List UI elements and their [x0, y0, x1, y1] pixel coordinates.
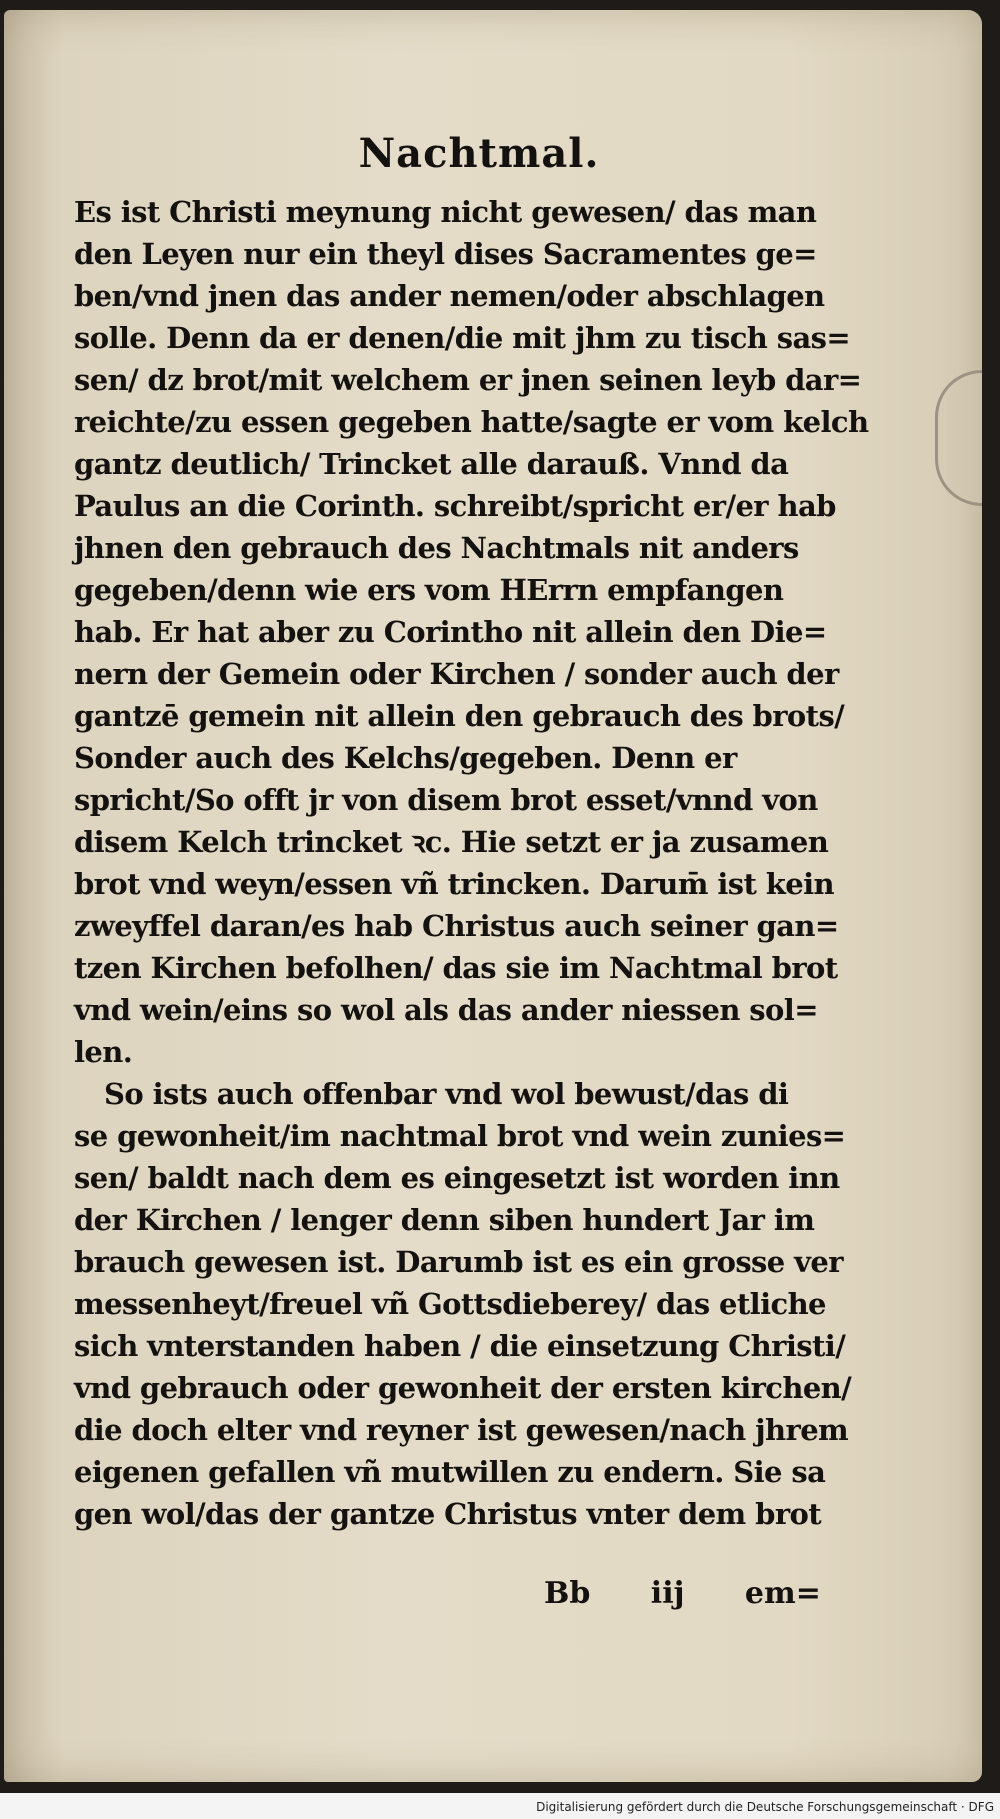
text-line: nern der Gemein oder Kirchen / sonder auch der [74, 657, 839, 691]
footer-bar [0, 1793, 1000, 1819]
text-line: die doch elter vnd reyner ist gewesen/nach jhrem [74, 1413, 849, 1447]
text-line: messenheyt/freuel vñ Gottsdieberey/ das etliche [74, 1287, 826, 1321]
book-page [4, 10, 982, 1782]
text-block [74, 130, 869, 1535]
text-line: Sonder auch des Kelchs/gegeben. Denn er [74, 741, 737, 775]
text-line: jhnen den gebrauch des Nachtmals nit anders [74, 531, 799, 565]
page-title: Nachtmal. [358, 130, 600, 177]
text-line: sen/ dz brot/mit welchem er jnen seinen leyb dar= [74, 363, 862, 397]
text-line: gantz deutlich/ Trincket alle darauß. Vnnd da [74, 447, 789, 481]
text-line: vnd gebrauch oder gewonheit der ersten kirchen/ [74, 1371, 852, 1405]
text-line: sen/ baldt nach dem es eingesetzt ist worden inn [74, 1161, 840, 1195]
catchword: em= [744, 1576, 821, 1611]
text-line: hab. Er hat aber zu Corintho nit allein den Die= [74, 615, 827, 649]
text-line: sich vnterstanden haben / die einsetzung Christi/ [74, 1329, 846, 1363]
folio-number: iij [650, 1576, 685, 1611]
text-line: eigenen gefallen vñ mutwillen zu endern. Sie sa [74, 1455, 826, 1489]
text-line: gegeben/denn wie ers vom HErrn empfangen [74, 573, 784, 607]
signature-mark: Bb [544, 1576, 591, 1611]
text-line: der Kirchen / lenger denn siben hundert Jar im [74, 1203, 815, 1237]
text-line: vnd wein/eins so wol als das ander niessen sol= [74, 993, 818, 1027]
text-line: brot vnd weyn/essen vñ trincken. Darum̄ ist kein [74, 867, 835, 901]
text-line: Paulus an die Corinth. schreibt/spricht er/er hab [74, 489, 836, 523]
text-line: gantzē gemein nit allein den gebrauch des brots/ [74, 699, 845, 733]
text-line: ben/vnd jnen das ander nemen/oder abschlagen [74, 279, 825, 313]
text-line: So ists auch offenbar vnd wol bewust/das di [104, 1077, 789, 1111]
catchwords-line [544, 1576, 871, 1611]
text-line: reichte/zu essen gegeben hatte/sagte er vom kelch [74, 405, 869, 439]
paragraph-1 [74, 191, 869, 1073]
text-line: gen wol/das der gantze Christus vnter dem brot [74, 1497, 822, 1531]
text-line: solle. Denn da er denen/die mit jhm zu tisch sas= [74, 321, 851, 355]
text-line: zweyffel daran/es hab Christus auch seiner gan= [74, 909, 839, 943]
text-line: tzen Kirchen befolhen/ das sie im Nachtmal brot [74, 951, 838, 985]
text-line: Es ist Christi meynung nicht gewesen/ das man [74, 195, 817, 229]
text-line: den Leyen nur ein theyl dises Sacramentes ge= [74, 237, 817, 271]
paragraph-2 [74, 1073, 852, 1535]
text-line: se gewonheit/im nachtmal brot vnd wein zunies= [74, 1119, 846, 1153]
text-line: disem Kelch trincket ꝛc. Hie setzt er ja zusamen [74, 825, 829, 859]
footer-credit: Digitalisierung gefördert durch die Deutsche Forschungsgemeinschaft · DFG [536, 1800, 994, 1814]
text-line: brauch gewesen ist. Darumb ist es ein grosse ver [74, 1245, 843, 1279]
text-line: len. [74, 1035, 133, 1069]
text-line: spricht/So offt jr von disem brot esset/vnnd von [74, 783, 818, 817]
page-clasp-edge [935, 370, 982, 506]
